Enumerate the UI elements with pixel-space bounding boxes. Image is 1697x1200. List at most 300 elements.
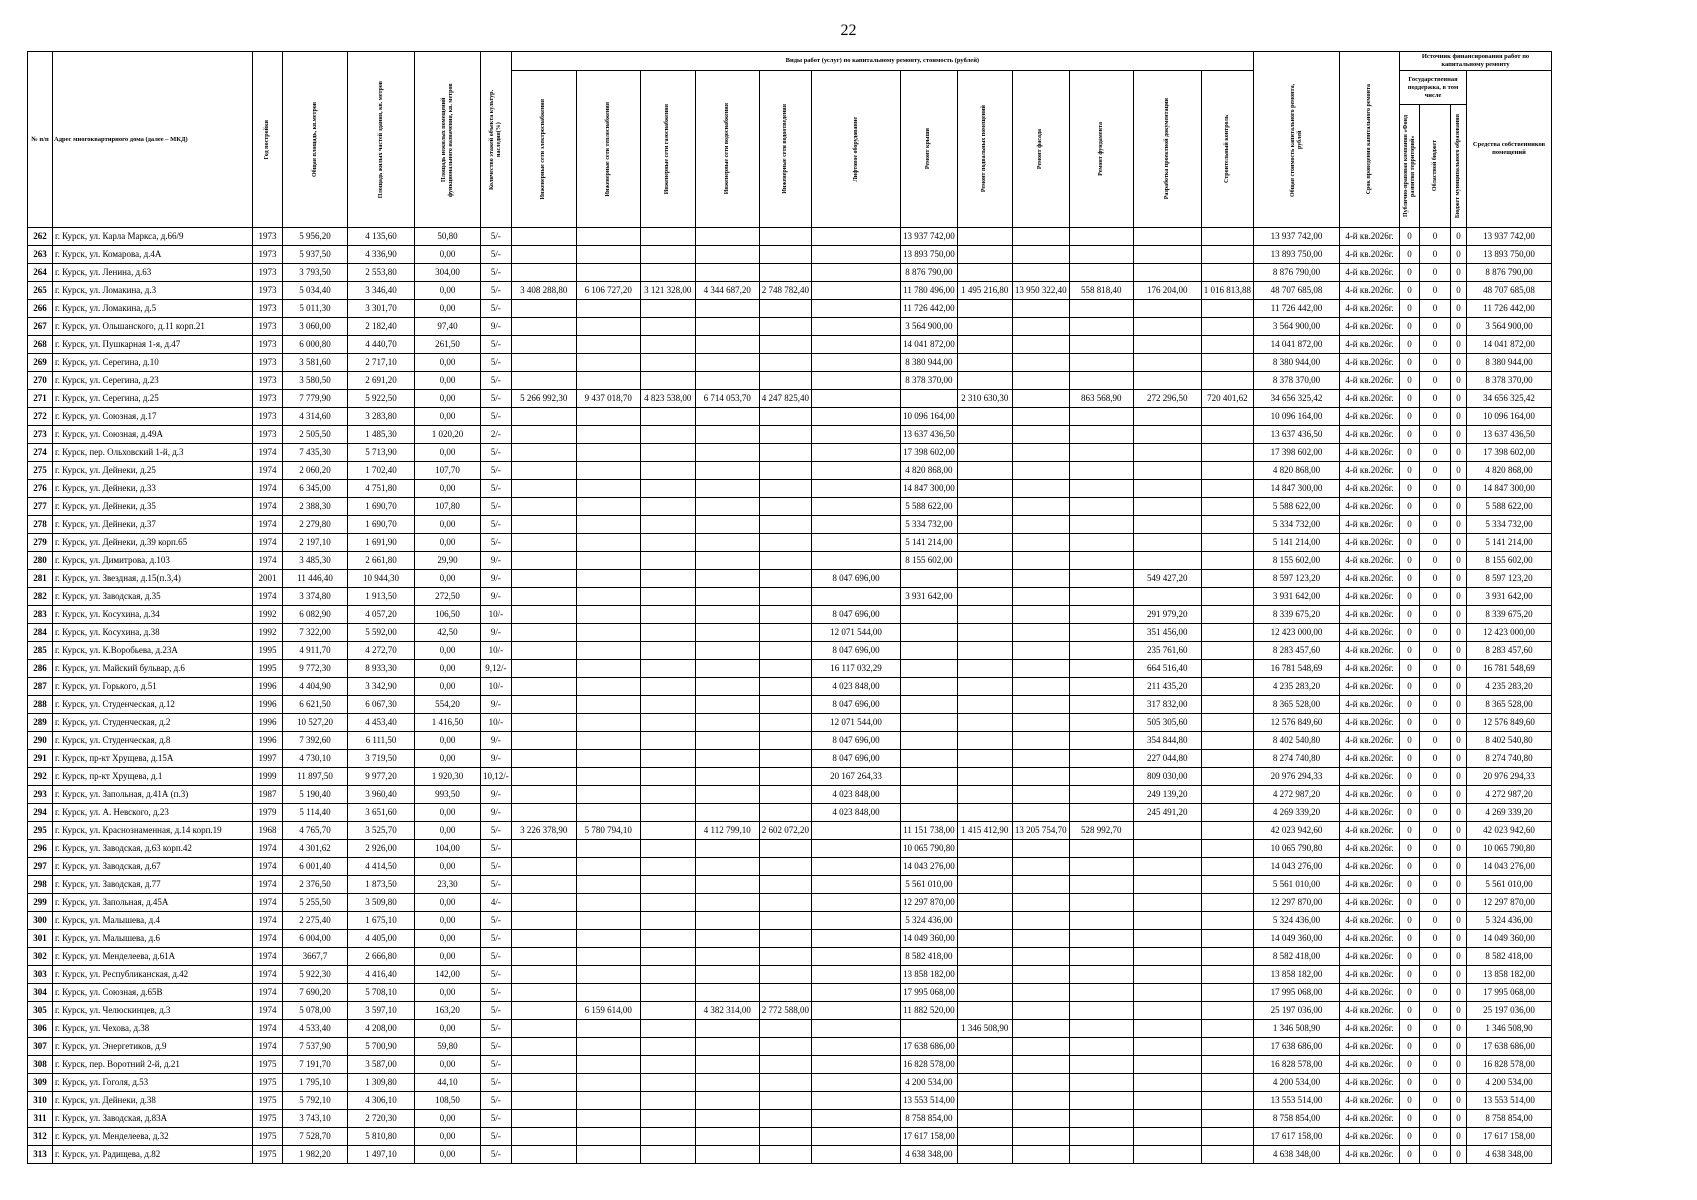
- row-work-cost: 5 780 794,10: [576, 822, 640, 840]
- row-work-cost: [511, 642, 576, 660]
- row-work-cost: [1012, 840, 1069, 858]
- row-work-cost: [759, 354, 811, 372]
- row-work-cost: [576, 408, 640, 426]
- row-work-cost: [759, 426, 811, 444]
- row-address: г. Курск, пр-кт Хрущева, д.15А: [53, 750, 253, 768]
- row-work-cost: [511, 1092, 576, 1110]
- row-work-cost: [1012, 588, 1069, 606]
- row-work-cost: [1069, 408, 1133, 426]
- page-number: 22: [840, 22, 857, 39]
- row-work-cost: [1133, 408, 1201, 426]
- row-work-cost: [957, 894, 1012, 912]
- row-floors: 5/-: [481, 1002, 512, 1020]
- row-nonliving-area: 163,20: [415, 1002, 481, 1020]
- row-work-cost: [812, 1056, 901, 1074]
- row-work-cost: [511, 948, 576, 966]
- row-work-cost: [695, 948, 759, 966]
- table-row: [28, 786, 1552, 804]
- row-work-cost: [695, 732, 759, 750]
- row-living-area: 4 440,70: [348, 336, 415, 354]
- row-source-municipal: 0: [1451, 1146, 1467, 1164]
- table-row: [28, 246, 1552, 264]
- row-nonliving-area: 0,00: [415, 570, 481, 588]
- row-year: 1974: [253, 966, 283, 984]
- row-work-cost: [1201, 1146, 1253, 1164]
- row-source-regional: 0: [1420, 336, 1451, 354]
- row-source-regional: 0: [1420, 876, 1451, 894]
- row-floors: 10/-: [481, 606, 512, 624]
- row-work-cost: [1069, 984, 1133, 1002]
- row-work-cost: [511, 930, 576, 948]
- row-work-cost: [640, 642, 695, 660]
- row-address: г. Курск, ул. Студенческая, д.12: [53, 696, 253, 714]
- row-year: 1995: [253, 642, 283, 660]
- row-total-cost: 14 049 360,00: [1254, 930, 1340, 948]
- row-floors: 10/-: [481, 714, 512, 732]
- row-total-cost: 8 380 944,00: [1254, 354, 1340, 372]
- row-total-area: 5 792,10: [283, 1092, 348, 1110]
- row-source-regional: 0: [1420, 462, 1451, 480]
- row-floors: 5/-: [481, 858, 512, 876]
- row-year: 1975: [253, 1128, 283, 1146]
- row-work-cost: [812, 1002, 901, 1020]
- row-term: 4-й кв.2026г.: [1340, 588, 1400, 606]
- row-work-cost: [759, 642, 811, 660]
- row-work-cost: [1201, 426, 1253, 444]
- row-work-cost: 11 151 738,00: [901, 822, 958, 840]
- row-address: г. Курск, пер. Воротний 2-й, д.21: [53, 1056, 253, 1074]
- row-work-cost: [957, 426, 1012, 444]
- row-source-municipal: 0: [1451, 786, 1467, 804]
- row-work-cost: [759, 1128, 811, 1146]
- row-source-fund: 0: [1400, 246, 1420, 264]
- row-work-cost: [812, 300, 901, 318]
- row-total-cost: 4 269 339,20: [1254, 804, 1340, 822]
- row-work-cost: [695, 1146, 759, 1164]
- row-term: 4-й кв.2026г.: [1340, 534, 1400, 552]
- row-work-cost: [759, 300, 811, 318]
- row-work-cost: [1201, 300, 1253, 318]
- row-total-area: 3 060,00: [283, 318, 348, 336]
- row-work-cost: [576, 984, 640, 1002]
- row-source-regional: 0: [1420, 858, 1451, 876]
- row-work-cost: [1012, 732, 1069, 750]
- row-source-municipal: 0: [1451, 894, 1467, 912]
- row-nonliving-area: 29,90: [415, 552, 481, 570]
- row-number: 287: [28, 678, 53, 696]
- row-work-cost: [576, 552, 640, 570]
- row-source-owners: 8 339 675,20: [1467, 606, 1552, 624]
- row-work-cost: [511, 984, 576, 1002]
- row-term: 4-й кв.2026г.: [1340, 966, 1400, 984]
- row-work-cost: [901, 786, 958, 804]
- row-floors: 9/-: [481, 318, 512, 336]
- row-number: 308: [28, 1056, 53, 1074]
- row-total-cost: 12 576 849,60: [1254, 714, 1340, 732]
- row-nonliving-area: 0,00: [415, 858, 481, 876]
- row-year: 1974: [253, 1002, 283, 1020]
- row-work-cost: [1201, 1002, 1253, 1020]
- row-work-cost: [759, 876, 811, 894]
- row-total-cost: 13 637 436,50: [1254, 426, 1340, 444]
- row-year: 1974: [253, 534, 283, 552]
- row-work-cost: 8 380 944,00: [901, 354, 958, 372]
- row-work-cost: [1069, 228, 1133, 246]
- row-work-cost: [812, 354, 901, 372]
- row-work-cost: [695, 498, 759, 516]
- row-work-cost: [1012, 1002, 1069, 1020]
- row-work-cost: [901, 642, 958, 660]
- row-work-cost: [640, 444, 695, 462]
- row-source-owners: 4 269 339,20: [1467, 804, 1552, 822]
- table-row: [28, 282, 1552, 300]
- row-number: 310: [28, 1092, 53, 1110]
- row-work-cost: [1069, 894, 1133, 912]
- row-source-owners: 11 726 442,00: [1467, 300, 1552, 318]
- row-work-cost: [640, 912, 695, 930]
- row-work-cost: 5 324 436,00: [901, 912, 958, 930]
- row-total-area: 9 772,30: [283, 660, 348, 678]
- header-work-3: Инженерные сети газоснабжения: [640, 71, 695, 228]
- row-work-cost: [695, 264, 759, 282]
- row-total-area: 2 388,30: [283, 498, 348, 516]
- row-number: 269: [28, 354, 53, 372]
- row-year: 1974: [253, 1038, 283, 1056]
- row-source-owners: 8 380 944,00: [1467, 354, 1552, 372]
- header-work-7: Ремонт крыши: [901, 71, 958, 228]
- row-address: г. Курск, ул. Челюскинцев, д.3: [53, 1002, 253, 1020]
- row-number: 277: [28, 498, 53, 516]
- row-source-regional: 0: [1420, 408, 1451, 426]
- row-year: 1974: [253, 894, 283, 912]
- row-source-owners: 4 820 868,00: [1467, 462, 1552, 480]
- row-term: 4-й кв.2026г.: [1340, 570, 1400, 588]
- row-total-cost: 17 638 686,00: [1254, 1038, 1340, 1056]
- row-source-municipal: 0: [1451, 624, 1467, 642]
- row-work-cost: [1069, 786, 1133, 804]
- row-work-cost: [901, 696, 958, 714]
- row-work-cost: [576, 498, 640, 516]
- row-total-cost: 4 200 534,00: [1254, 1074, 1340, 1092]
- row-work-cost: [695, 624, 759, 642]
- row-floors: 5/-: [481, 444, 512, 462]
- row-number: 294: [28, 804, 53, 822]
- row-living-area: 1 690,70: [348, 516, 415, 534]
- row-source-fund: 0: [1400, 1056, 1420, 1074]
- row-source-owners: 14 041 872,00: [1467, 336, 1552, 354]
- row-work-cost: [1069, 300, 1133, 318]
- row-work-cost: [901, 750, 958, 768]
- row-year: 1999: [253, 768, 283, 786]
- table-row: [28, 1092, 1552, 1110]
- row-work-cost: [957, 462, 1012, 480]
- row-source-municipal: 0: [1451, 462, 1467, 480]
- row-work-cost: [511, 552, 576, 570]
- row-source-regional: 0: [1420, 930, 1451, 948]
- row-source-fund: 0: [1400, 840, 1420, 858]
- row-source-fund: 0: [1400, 570, 1420, 588]
- row-source-regional: 0: [1420, 606, 1451, 624]
- row-work-cost: [1201, 1074, 1253, 1092]
- row-work-cost: [1069, 516, 1133, 534]
- table-row: [28, 480, 1552, 498]
- table-row: [28, 876, 1552, 894]
- row-work-cost: [1012, 1110, 1069, 1128]
- row-address: г. Курск, ул. Ленина, д.63: [53, 264, 253, 282]
- row-work-cost: [511, 300, 576, 318]
- row-source-owners: 8 597 123,20: [1467, 570, 1552, 588]
- table-row: [28, 948, 1552, 966]
- row-total-cost: 5 588 622,00: [1254, 498, 1340, 516]
- row-work-cost: [511, 1110, 576, 1128]
- row-work-cost: [1201, 750, 1253, 768]
- row-work-cost: [1133, 318, 1201, 336]
- row-total-cost: 13 937 742,00: [1254, 228, 1340, 246]
- row-work-cost: [1069, 912, 1133, 930]
- row-work-cost: 558 818,40: [1069, 282, 1133, 300]
- row-work-cost: [1012, 624, 1069, 642]
- row-work-cost: 354 844,80: [1133, 732, 1201, 750]
- row-work-cost: 245 491,20: [1133, 804, 1201, 822]
- row-living-area: 1 675,10: [348, 912, 415, 930]
- table-row: [28, 1056, 1552, 1074]
- row-work-cost: [957, 534, 1012, 552]
- row-work-cost: [511, 372, 576, 390]
- row-source-fund: 0: [1400, 318, 1420, 336]
- row-source-fund: 0: [1400, 660, 1420, 678]
- row-work-cost: [576, 1020, 640, 1038]
- row-total-area: 1 982,20: [283, 1146, 348, 1164]
- row-living-area: 3 283,80: [348, 408, 415, 426]
- row-work-cost: [957, 354, 1012, 372]
- row-total-area: 6 621,50: [283, 696, 348, 714]
- row-work-cost: [695, 714, 759, 732]
- row-living-area: 2 553,80: [348, 264, 415, 282]
- row-source-regional: 0: [1420, 498, 1451, 516]
- row-work-cost: [640, 786, 695, 804]
- row-year: 1974: [253, 444, 283, 462]
- row-total-cost: 16 828 578,00: [1254, 1056, 1340, 1074]
- row-year: 1973: [253, 264, 283, 282]
- row-source-regional: 0: [1420, 1074, 1451, 1092]
- header-work-4: Инженерные сети водоснабжения: [695, 71, 759, 228]
- table-row: [28, 804, 1552, 822]
- row-number: 282: [28, 588, 53, 606]
- row-work-cost: [957, 228, 1012, 246]
- row-source-fund: 0: [1400, 228, 1420, 246]
- row-source-municipal: 0: [1451, 840, 1467, 858]
- row-work-cost: [1201, 498, 1253, 516]
- table-row: [28, 462, 1552, 480]
- row-nonliving-area: 0,00: [415, 678, 481, 696]
- row-work-cost: [1201, 1056, 1253, 1074]
- row-work-cost: [695, 768, 759, 786]
- row-work-cost: [1069, 678, 1133, 696]
- row-total-area: 5 034,40: [283, 282, 348, 300]
- row-year: 1974: [253, 858, 283, 876]
- row-work-cost: [511, 606, 576, 624]
- row-work-cost: 249 139,20: [1133, 786, 1201, 804]
- row-number: 271: [28, 390, 53, 408]
- row-source-owners: 14 049 360,00: [1467, 930, 1552, 948]
- table-row: [28, 588, 1552, 606]
- row-work-cost: [1201, 354, 1253, 372]
- row-number: 285: [28, 642, 53, 660]
- row-work-cost: 8 047 696,00: [812, 750, 901, 768]
- row-work-cost: [511, 462, 576, 480]
- row-floors: 5/-: [481, 462, 512, 480]
- row-total-area: 4 911,70: [283, 642, 348, 660]
- row-work-cost: 14 041 872,00: [901, 336, 958, 354]
- row-work-cost: [812, 336, 901, 354]
- row-work-cost: 12 297 870,00: [901, 894, 958, 912]
- row-work-cost: [1201, 462, 1253, 480]
- row-number: 303: [28, 966, 53, 984]
- row-number: 284: [28, 624, 53, 642]
- row-work-cost: [511, 498, 576, 516]
- row-number: 312: [28, 1128, 53, 1146]
- row-number: 305: [28, 1002, 53, 1020]
- row-source-owners: 12 423 000,00: [1467, 624, 1552, 642]
- row-source-owners: 5 588 622,00: [1467, 498, 1552, 516]
- row-address: г. Курск, ул. Малышева, д.4: [53, 912, 253, 930]
- row-source-fund: 0: [1400, 894, 1420, 912]
- row-address: г. Курск, ул. Косухина, д.34: [53, 606, 253, 624]
- row-year: 1974: [253, 588, 283, 606]
- row-work-cost: [576, 786, 640, 804]
- row-work-cost: [640, 408, 695, 426]
- row-work-cost: [576, 660, 640, 678]
- row-work-cost: [1069, 1146, 1133, 1164]
- row-work-cost: [1069, 642, 1133, 660]
- row-work-cost: [759, 444, 811, 462]
- row-nonliving-area: 0,00: [415, 354, 481, 372]
- row-term: 4-й кв.2026г.: [1340, 1056, 1400, 1074]
- row-source-owners: 4 638 348,00: [1467, 1146, 1552, 1164]
- row-nonliving-area: 0,00: [415, 246, 481, 264]
- row-year: 1975: [253, 1110, 283, 1128]
- row-work-cost: [511, 264, 576, 282]
- row-total-area: 5 922,30: [283, 966, 348, 984]
- row-work-cost: [1069, 858, 1133, 876]
- row-address: г. Курск, ул. Студенческая, д.8: [53, 732, 253, 750]
- row-nonliving-area: 0,00: [415, 948, 481, 966]
- row-source-fund: 0: [1400, 1002, 1420, 1020]
- row-work-cost: [1069, 1128, 1133, 1146]
- row-source-regional: 0: [1420, 282, 1451, 300]
- row-number: 295: [28, 822, 53, 840]
- table-row: [28, 552, 1552, 570]
- row-address: г. Курск, пер. Ольховский 1-й, д.3: [53, 444, 253, 462]
- row-total-area: 5 011,30: [283, 300, 348, 318]
- row-work-cost: [1133, 588, 1201, 606]
- row-source-fund: 0: [1400, 858, 1420, 876]
- row-source-fund: 0: [1400, 336, 1420, 354]
- row-work-cost: [957, 516, 1012, 534]
- row-work-cost: [1201, 318, 1253, 336]
- row-work-cost: 2 310 630,30: [957, 390, 1012, 408]
- row-total-area: 2 197,10: [283, 534, 348, 552]
- row-work-cost: [695, 570, 759, 588]
- row-work-cost: 2 602 072,20: [759, 822, 811, 840]
- row-work-cost: 317 832,00: [1133, 696, 1201, 714]
- row-term: 4-й кв.2026г.: [1340, 786, 1400, 804]
- row-work-cost: [1012, 876, 1069, 894]
- row-source-owners: 25 197 036,00: [1467, 1002, 1552, 1020]
- row-work-cost: [695, 660, 759, 678]
- row-address: г. Курск, ул. Радищева, д.82: [53, 1146, 253, 1164]
- row-work-cost: [695, 336, 759, 354]
- row-floors: 9,12/-: [481, 660, 512, 678]
- row-work-cost: [695, 804, 759, 822]
- row-total-area: 11 897,50: [283, 768, 348, 786]
- row-living-area: 1 485,30: [348, 426, 415, 444]
- row-work-cost: [1069, 624, 1133, 642]
- row-work-cost: [576, 714, 640, 732]
- row-source-regional: 0: [1420, 696, 1451, 714]
- row-work-cost: [1012, 804, 1069, 822]
- row-work-cost: [1069, 1074, 1133, 1092]
- row-work-cost: [812, 930, 901, 948]
- row-number: 293: [28, 786, 53, 804]
- row-work-cost: [957, 444, 1012, 462]
- row-work-cost: [1012, 912, 1069, 930]
- row-term: 4-й кв.2026г.: [1340, 1038, 1400, 1056]
- row-work-cost: [759, 1056, 811, 1074]
- row-work-cost: [695, 426, 759, 444]
- row-number: 263: [28, 246, 53, 264]
- row-work-cost: [695, 444, 759, 462]
- row-term: 4-й кв.2026г.: [1340, 984, 1400, 1002]
- row-living-area: 9 977,20: [348, 768, 415, 786]
- row-nonliving-area: 1 920,30: [415, 768, 481, 786]
- row-work-cost: [901, 768, 958, 786]
- row-source-fund: 0: [1400, 408, 1420, 426]
- row-work-cost: 8 047 696,00: [812, 696, 901, 714]
- row-work-cost: [1012, 858, 1069, 876]
- row-work-cost: [695, 300, 759, 318]
- row-work-cost: [576, 300, 640, 318]
- header-source-regional: Областной бюджет: [1420, 105, 1451, 228]
- row-source-regional: 0: [1420, 264, 1451, 282]
- row-work-cost: [640, 1146, 695, 1164]
- row-source-owners: 8 365 528,00: [1467, 696, 1552, 714]
- row-work-cost: [695, 372, 759, 390]
- row-total-area: 7 322,00: [283, 624, 348, 642]
- row-address: г. Курск, ул. Дейнеки, д.25: [53, 462, 253, 480]
- row-total-cost: 12 297 870,00: [1254, 894, 1340, 912]
- row-work-cost: [1201, 966, 1253, 984]
- header-term: Срок проведения капитального ремонта: [1340, 52, 1400, 228]
- row-nonliving-area: 0,00: [415, 534, 481, 552]
- row-work-cost: [695, 1056, 759, 1074]
- row-work-cost: [1133, 912, 1201, 930]
- row-living-area: 6 067,30: [348, 696, 415, 714]
- row-total-area: 3 580,50: [283, 372, 348, 390]
- row-term: 4-й кв.2026г.: [1340, 1146, 1400, 1164]
- row-total-area: 3 743,10: [283, 1110, 348, 1128]
- row-address: г. Курск, ул. Звездная, д.15(п.3,4): [53, 570, 253, 588]
- row-year: 1996: [253, 714, 283, 732]
- row-work-cost: [1201, 642, 1253, 660]
- row-year: 1973: [253, 282, 283, 300]
- row-living-area: 2 691,20: [348, 372, 415, 390]
- row-work-cost: [812, 984, 901, 1002]
- row-work-cost: [576, 1110, 640, 1128]
- row-work-cost: [759, 1074, 811, 1092]
- row-total-cost: 1 346 508,90: [1254, 1020, 1340, 1038]
- row-year: 1992: [253, 606, 283, 624]
